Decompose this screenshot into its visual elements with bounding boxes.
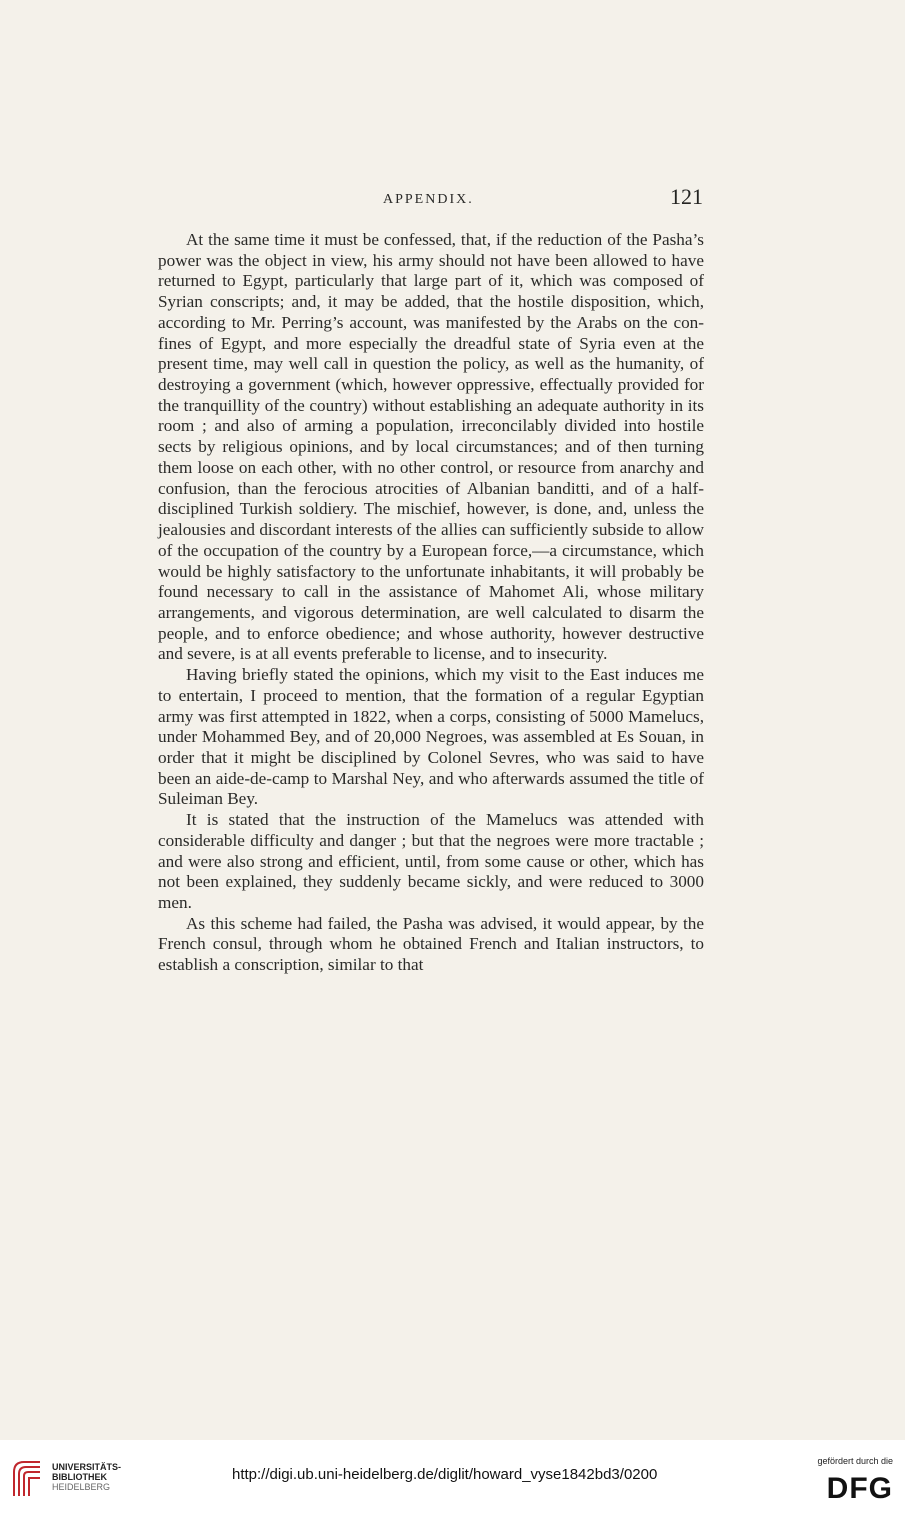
running-head: APPENDIX. (383, 192, 474, 207)
page-header (160, 184, 705, 218)
paragraph: At the same time it must be confessed, that, if the reduction of the Pasha’s power was the object in view, his army should not have been allowed to have returned to Egypt, particularly that large part of it, which was composed of Syrian conscripts; and, it may be added, that the hostile disposition, which, according to Mr. Perring’s account, was manifested by the Arabs on the confines of Egypt, and more especially the dreadful state of Syria even at the present time, may well call in question the policy, as well as the humanity, of destroying a government (which, however oppressive, effectually provided for the tranquillity of the country) without establishing an adequate authority in its room ; and also of arming a population, irreconcilably divided into hostile sects by religious opinions, and by local circumstances; and of then turning them loose on each other, with no other control, or resource from anarchy and confusion, than the ferocious atrocities of Albanian banditti, and of a half-disciplined Turkish soldiery. The mischief, however, is done, and, unless the jealousies and discordant interests of the allies can sufficiently subside to allow of the occupation of the country by a European force,—a circumstance, which would be highly satisfactory to the unfortunate inhabitants, it will probably be found necessary to call in the assistance of Mahomet Ali, whose military arrangements, and vigorous determination, are well calculated to disarm the people, and to enforce obedience; and whose authority, however destructive and severe, is at all events preferable to license, and to insecurity. (158, 230, 704, 664)
library-name (52, 1462, 121, 1492)
paragraph: As this scheme had failed, the Pasha was advised, it would appear, by the French consul, through whom he obtained French and Italian instructors, to establish a conscription, similar to that (158, 913, 704, 975)
footer-bar (0, 1440, 905, 1513)
body-text (158, 230, 704, 976)
paragraph: It is stated that the instruction of the Mamelucs was attended with considerable difficulty and danger ; but that the negroes were more tractable ; and were also strong and efficient, until, from some cause or other, which has not been explained, they suddenly became sickly, and were reduced to 3000 men. (158, 810, 704, 912)
university-library-logo-icon (10, 1458, 44, 1498)
page-number: 121 (670, 184, 703, 209)
dfg-logo: DFG (826, 1472, 893, 1505)
library-name-line: UNIVERSITÄTS- (52, 1462, 122, 1472)
paragraph: Having briefly stated the opinions, which my visit to the East induces me to entertain, I proceed to mention, that the formation of a regular Egyptian army was first attempted in 1822, when a corps, consisting of 5000 Mamelucs, under Mohammed Bey, and of 20,000 Negroes, was assembled at Es Souan, in order that it might be disciplined by Colonel Sevres, who was said to have been an aide-de-camp to Marshal Ney, and who afterwards assumed the title of Suleiman Bey. (158, 665, 704, 809)
library-name-line: HEIDELBERG (52, 1482, 111, 1492)
library-name-line: BIBLIOTHEK (52, 1472, 107, 1482)
funder-caption: gefördert durch die (817, 1456, 893, 1466)
source-url-link[interactable]: http://digi.ub.uni-heidelberg.de/diglit/howard_vyse1842bd3/0200 (232, 1466, 658, 1483)
